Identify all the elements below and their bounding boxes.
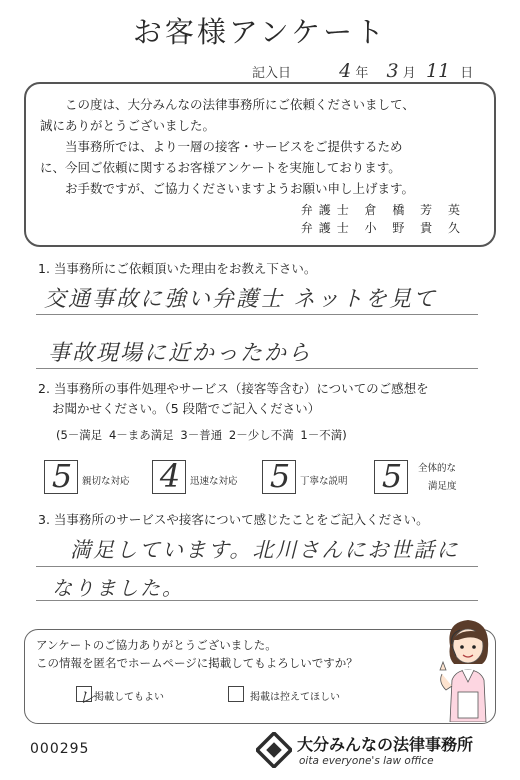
rating-box-kind[interactable] xyxy=(44,457,78,495)
date-year-unit: 年 xyxy=(355,66,369,81)
diamond-logo-icon xyxy=(256,732,292,768)
intro-line-1: この度は、大分みんなの法律事務所にご依頼くださいまして、 xyxy=(65,97,415,112)
q3-answer-line-2: なりました。 xyxy=(52,576,184,600)
consent-yes-label: 掲載してもよい xyxy=(94,692,164,703)
date-year-value: 4 xyxy=(339,60,352,82)
intro-box xyxy=(24,82,496,247)
firm-name: 大分みんなの法律事務所 xyxy=(297,735,474,754)
rating-box-explanation[interactable] xyxy=(262,457,296,495)
q3-question: 3. 当事務所のサービスや接客について感じたことをご記入ください。 xyxy=(38,512,429,527)
signer-2: 弁護士 小 野 貴 久 xyxy=(300,221,466,235)
q1-question: 1. 当事務所にご依頼頂いた理由をお教え下さい。 xyxy=(38,261,317,276)
rating-value: 5 xyxy=(269,457,291,495)
signer-1: 弁護士 倉 橋 芳 英 xyxy=(300,203,466,217)
consent-no-label: 掲載は控えてほしい xyxy=(250,692,340,703)
rating-box-speed[interactable] xyxy=(152,457,186,495)
q1-answer-line-1: 交通事故に強い弁護士 ネットを見て xyxy=(44,287,437,312)
rating-label: 丁寧な説明 xyxy=(300,476,348,487)
rating-label: 全体的な xyxy=(418,463,457,474)
date-month-value: 3 xyxy=(386,60,399,82)
q3-answer-line-1: 満足しています。北川さんにお世話に xyxy=(70,538,460,562)
intro-line-2: 誠にありがとうございました。 xyxy=(40,118,216,133)
date-label: 記入日 xyxy=(252,66,292,81)
rating-label: 親切な対応 xyxy=(82,476,130,487)
intro-line-4: に、今回ご依頼に関するお客様アンケートを実施しております。 xyxy=(40,160,401,175)
rating-scale-legend: (5－満足 4－まあ満足 3－普通 2－少し不満 1－不満) xyxy=(56,428,347,442)
firm-name-en: oita everyone's law office xyxy=(299,755,434,767)
answer-line xyxy=(36,600,478,601)
q1-answer-line-2: 事故現場に近かったから xyxy=(48,341,313,366)
staff-illustration xyxy=(436,616,500,722)
check-mark: レ xyxy=(78,688,95,708)
serial-number: 000295 xyxy=(30,741,90,757)
rating-value: 5 xyxy=(51,457,73,495)
intro-line-3: 当事務所では、より一層の接客・サービスをご提供するため xyxy=(65,139,403,154)
q2-question-line-1: 2. 当事務所の事件処理やサービス（接客等含む）についてのご感想を xyxy=(38,381,429,396)
date-day-value: 11 xyxy=(425,60,451,82)
answer-line xyxy=(36,566,478,567)
rating-value: 5 xyxy=(381,457,403,495)
rating-label: 迅速な対応 xyxy=(190,476,238,487)
rating-label: 満足度 xyxy=(428,481,457,492)
answer-line xyxy=(36,368,478,369)
consent-yes-checkbox[interactable] xyxy=(76,686,95,708)
q2-question-line-2: お聞かせください。（5 段階でご記入ください） xyxy=(52,401,321,416)
survey-title: お客様アンケート xyxy=(132,15,388,49)
rating-value: 4 xyxy=(159,457,181,495)
date-month-unit: 月 xyxy=(402,66,416,81)
consent-thanks: アンケートのご協力ありがとうございました。 xyxy=(36,638,277,652)
consent-question: この情報を匿名でホームページに掲載してもよろしいですか？ xyxy=(36,656,358,670)
consent-no-checkbox[interactable] xyxy=(228,686,244,702)
date-row xyxy=(252,60,473,82)
rating-box-overall[interactable] xyxy=(374,457,408,495)
answer-line xyxy=(36,314,478,315)
intro-line-5: お手数ですが、ご協力くださいますようお願い申し上げます。 xyxy=(65,181,415,196)
date-day-unit: 日 xyxy=(460,66,474,81)
